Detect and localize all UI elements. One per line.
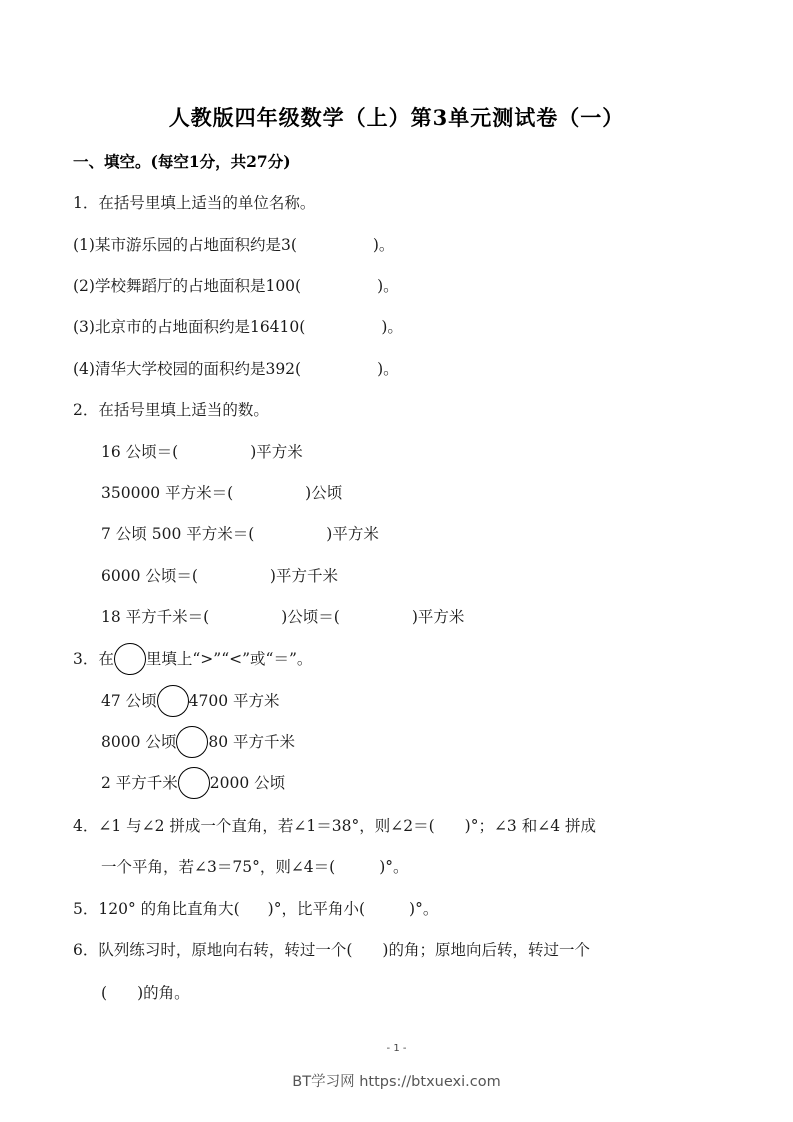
comparison-circle-icon bbox=[114, 643, 146, 675]
question-2-item: 16 公顷＝( )平方米 bbox=[101, 443, 303, 461]
comparison-circle[interactable] bbox=[178, 767, 210, 799]
question-3-item: 2 平方千米 2000 公顷 bbox=[101, 771, 285, 793]
question-1-item: (4)清华大学校园的面积约是392( )。 bbox=[73, 360, 399, 378]
question-1-item: (3)北京市的占地面积约是16410( )。 bbox=[73, 318, 403, 336]
question-3-stem: 3．在 里填上“>”“<”或“＝”。 bbox=[73, 647, 312, 669]
question-4-line-2: 一个平角，若∠3＝75°，则∠4＝( )°。 bbox=[101, 858, 409, 876]
question-2-item: 6000 公顷＝( )平方千米 bbox=[101, 567, 338, 585]
question-3-item: 8000 公顷 80 平方千米 bbox=[101, 730, 295, 752]
question-2-item: 350000 平方米＝( )公顷 bbox=[101, 484, 343, 502]
question-2-stem: 2．在括号里填上适当的数。 bbox=[73, 401, 269, 419]
footer-watermark: BT学习网 https://btxuexi.com bbox=[292, 1074, 501, 1090]
question-1-stem: 1．在括号里填上适当的单位名称。 bbox=[73, 194, 316, 212]
question-4-line-1: 4．∠1 与∠2 拼成一个直角，若∠1＝38°，则∠2＝( )°；∠3 和∠4 拼成 bbox=[73, 817, 596, 835]
question-6-line-2: ( )的角。 bbox=[101, 984, 190, 1002]
comparison-circle[interactable] bbox=[157, 685, 189, 717]
question-1-item: (2)学校舞蹈厅的占地面积是100( )。 bbox=[73, 277, 399, 295]
question-5: 5．120° 的角比直角大( )°，比平角小( )°。 bbox=[73, 900, 439, 918]
question-1-item: (1)某市游乐园的占地面积约是3( )。 bbox=[73, 236, 395, 254]
question-3-item: 47 公顷 4700 平方米 bbox=[101, 689, 280, 711]
question-2-item: 7 公顷 500 平方米＝( )平方米 bbox=[101, 525, 379, 543]
page-title: 人教版四年级数学（上）第3单元测试卷（一） bbox=[168, 105, 625, 130]
question-2-item: 18 平方千米＝( )公顷＝( )平方米 bbox=[101, 608, 465, 626]
question-6-line-1: 6．队列练习时，原地向右转，转过一个( )的角；原地向后转，转过一个 bbox=[73, 941, 590, 959]
section-heading: 一、填空。(每空1分，共27分) bbox=[73, 152, 291, 171]
page-number: - 1 - bbox=[386, 1043, 407, 1054]
comparison-circle[interactable] bbox=[176, 726, 208, 758]
